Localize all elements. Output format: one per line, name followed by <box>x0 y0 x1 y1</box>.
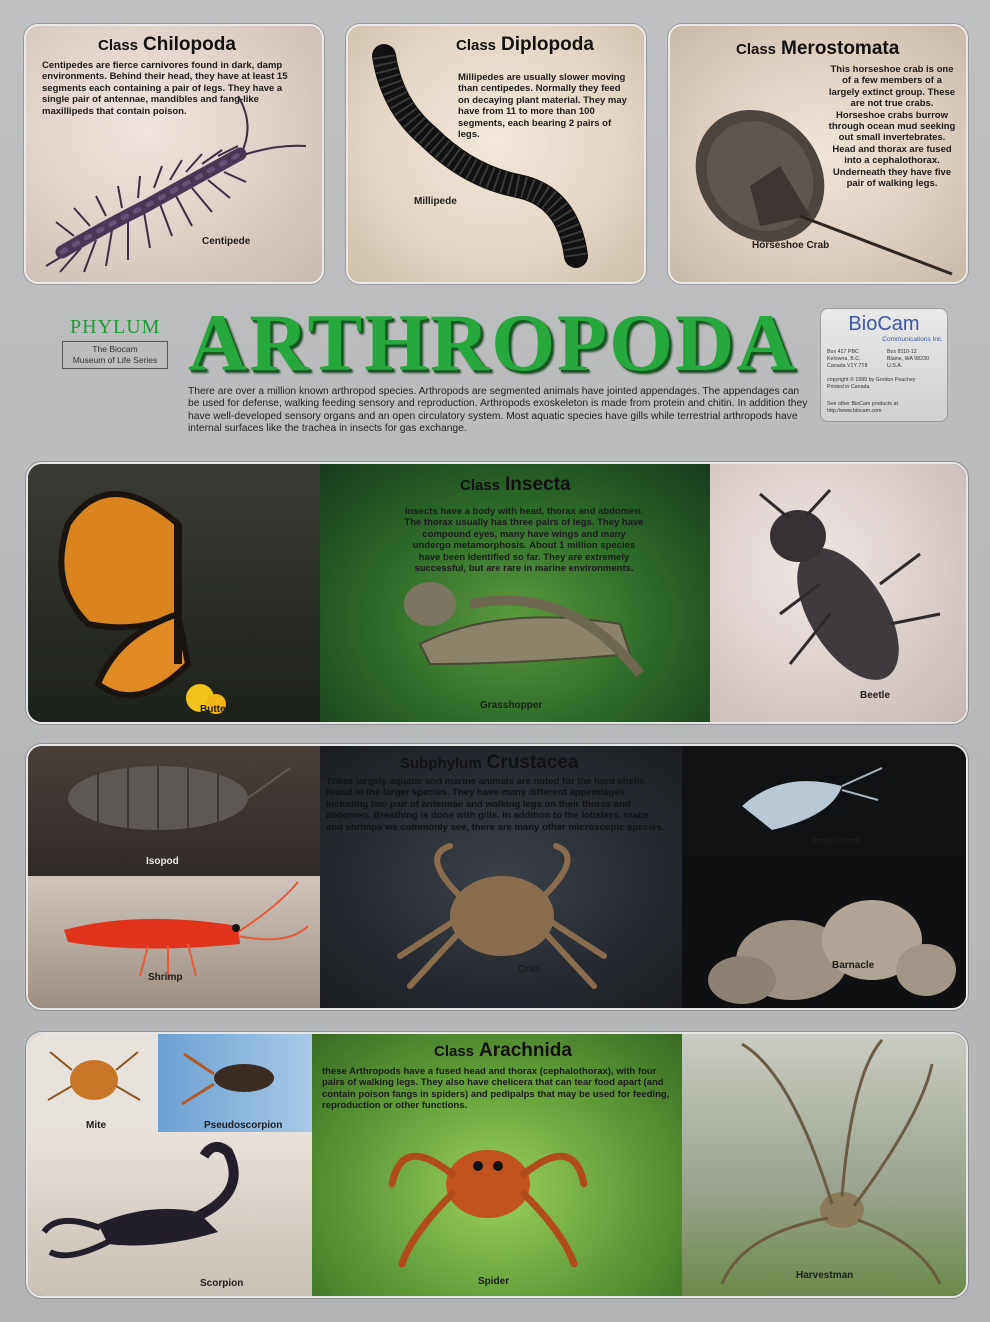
insecta-band <box>26 462 968 724</box>
arachnida-description: these Arthropods have a fused head and thorax (cephalothorax), with four pairs of walking legs. They also have chelicera that can tear food apart (and contain poison fangs in spiders) and pedipalps that may be used for feeding, reproduction or other functions. <box>322 1066 670 1112</box>
arachnida-class-prefix: Class <box>434 1043 475 1060</box>
grasshopper-label: Grasshopper <box>480 700 543 711</box>
centipede-photo <box>26 26 322 282</box>
grasshopper-photo <box>320 464 710 722</box>
addr-left-1: Box 417 PBC <box>827 349 859 355</box>
biocam-box <box>820 308 948 422</box>
mite-panel <box>28 1034 158 1132</box>
chilopoda-card <box>24 24 324 284</box>
series-box <box>62 341 168 369</box>
addr-right-1: Box 8110-12 <box>887 349 917 355</box>
crab-label: Crab <box>518 964 541 975</box>
more-line-1: See other BioCam products at <box>827 401 898 407</box>
crustacea-description: These largely aquatic and marine animals are noted for the hard shells found in the larger species. They have many different appendages including two pair of antennae and walking legs on their thorax and abdomen. Breathing is done with gills. In addition to the lobsters, crabs and shrimps we commonly see, there are many other microscopic species. <box>326 776 665 833</box>
merostomata-class-name: Merostomata <box>781 38 900 59</box>
barnacle-label: Barnacle <box>832 960 875 971</box>
diplopoda-class-name: Diplopoda <box>501 34 594 55</box>
butterfly-photo <box>28 464 320 722</box>
pseudoscorpion-label: Pseudoscorpion <box>204 1120 283 1131</box>
isopod-panel <box>28 746 320 876</box>
barnacle-photo <box>682 850 966 1008</box>
harvestman-panel <box>682 1034 966 1296</box>
phylum-word: PHYLUM <box>70 316 161 338</box>
spider-panel <box>312 1034 682 1296</box>
merostomata-card <box>668 24 968 284</box>
mite-photo <box>28 1034 158 1132</box>
amphipod-panel <box>682 746 966 850</box>
harvestman-label: Harvestman <box>796 1270 854 1281</box>
shrimp-photo <box>28 876 320 1008</box>
addr-right-2: Blaine, WA 98230 <box>887 356 929 362</box>
merostomata-description: This horseshoe crab is one of a few members of a largely extinct group. These are not true crabs. Horseshoe crabs burrow through ocean mud seeking out small invertebrates. Head and thorax are fused into a cephalothorax. Underneath they have five pair of walking legs. <box>828 64 956 190</box>
horseshoe-crab-label: Horseshoe Crab <box>752 240 830 251</box>
harvestman-photo <box>682 1034 966 1296</box>
biocam-logo: BioCam <box>848 313 920 335</box>
series-line-1: The Biocam <box>92 344 138 354</box>
biocam-addr-left <box>827 349 868 370</box>
beetle-photo <box>710 464 966 722</box>
merostomata-class-prefix: Class <box>736 41 777 58</box>
isopod-label: Isopod <box>146 856 179 867</box>
scorpion-label: Scorpion <box>200 1278 244 1289</box>
pseudoscorpion-photo <box>158 1034 312 1132</box>
series-line-2: Museum of Life Series <box>72 355 158 365</box>
butterfly-label: Butterfly <box>200 704 242 715</box>
insecta-class-name: Insecta <box>505 474 571 495</box>
barnacle-panel <box>682 850 966 1008</box>
beetle-label: Beetle <box>860 690 891 701</box>
arachnida-class-name: Arachnida <box>479 1040 572 1061</box>
diplopoda-description: Millipedes are usually slower moving than centipedes. Normally they feed on decaying plant material. They may have from 11 to more than 100 segments, each bearing 2 pairs of legs. <box>458 72 627 141</box>
chilopoda-description: Centipedes are fierce carnivores found in dark, damp environments. Behind their head, they have at least 15 segments each containing a pair of legs. They have a single pair of antennae, mandibles and fang-like maxillipeds that contain poison. <box>42 60 288 117</box>
grasshopper-panel <box>320 464 710 722</box>
biocam-addr-right <box>887 349 929 370</box>
crab-photo <box>320 746 682 1008</box>
diplopoda-card <box>346 24 646 284</box>
intro-text: There are over a million known arthropod species. Arthropods are segmented animals have jointed appendages. The appendages can be used for defense, walking feeding sensory and reproduction. Arthropods exoskeleton is made from protein and chitin. In addition they have well-developed sensory organs and an open circulatory system. Most aquatic species have gills while terrestrial arthropods have internal surfaces like the trachea in insects for gas exchange. <box>188 386 808 435</box>
biocam-url: http://www.biocam.com <box>827 408 882 414</box>
insecta-class-prefix: Class <box>460 477 501 494</box>
pseudoscorpion-panel <box>158 1034 312 1132</box>
centipede-label: Centipede <box>202 236 251 247</box>
scorpion-panel <box>28 1132 312 1296</box>
crustacea-band <box>26 744 968 1010</box>
amphipod-label: Amphipod <box>810 836 860 847</box>
main-title: ARTHROPODA <box>188 297 798 388</box>
amphipod-photo <box>682 746 966 850</box>
millipede-photo <box>348 26 644 282</box>
butterfly-panel <box>28 464 320 722</box>
scorpion-photo <box>28 1132 312 1296</box>
shrimp-panel <box>28 876 320 1008</box>
crab-panel <box>320 746 682 1008</box>
mite-label: Mite <box>86 1120 106 1131</box>
biocam-sub: Communications Inc. <box>882 336 943 343</box>
beetle-panel <box>710 464 966 722</box>
biocam-more <box>827 401 898 415</box>
addr-right-3: U.S.A. <box>887 363 903 369</box>
chilopoda-class-prefix: Class <box>98 37 139 54</box>
shrimp-label: Shrimp <box>148 972 183 983</box>
millipede-label: Millipede <box>414 196 457 207</box>
arachnida-band <box>26 1032 968 1298</box>
crustacea-class-name: Crustacea <box>486 752 579 773</box>
spider-label: Spider <box>478 1276 510 1287</box>
crustacea-class-prefix: Subphylum <box>400 755 482 772</box>
insecta-description: Insects have a body with head, thorax and abdomen. The thorax usually has three pairs of legs. They have compound eyes, many have wings and many undergo metamorphosis. About 1 million species have been identified so far. They are extremely successful, but are rare in marine environments. <box>404 506 644 575</box>
addr-left-3: Canada V1Y 7T8 <box>827 363 868 369</box>
chilopoda-class-name: Chilopoda <box>143 34 236 55</box>
spider-photo <box>312 1034 682 1296</box>
biocam-copyright <box>827 377 915 391</box>
copyright-line-2: Printed in Canada <box>827 384 870 390</box>
diplopoda-class-prefix: Class <box>456 37 497 54</box>
addr-left-2: Kelowna, B.C. <box>827 356 861 362</box>
copyright-line-1: copyright © 1999 by Gordon Peachey <box>827 377 916 383</box>
